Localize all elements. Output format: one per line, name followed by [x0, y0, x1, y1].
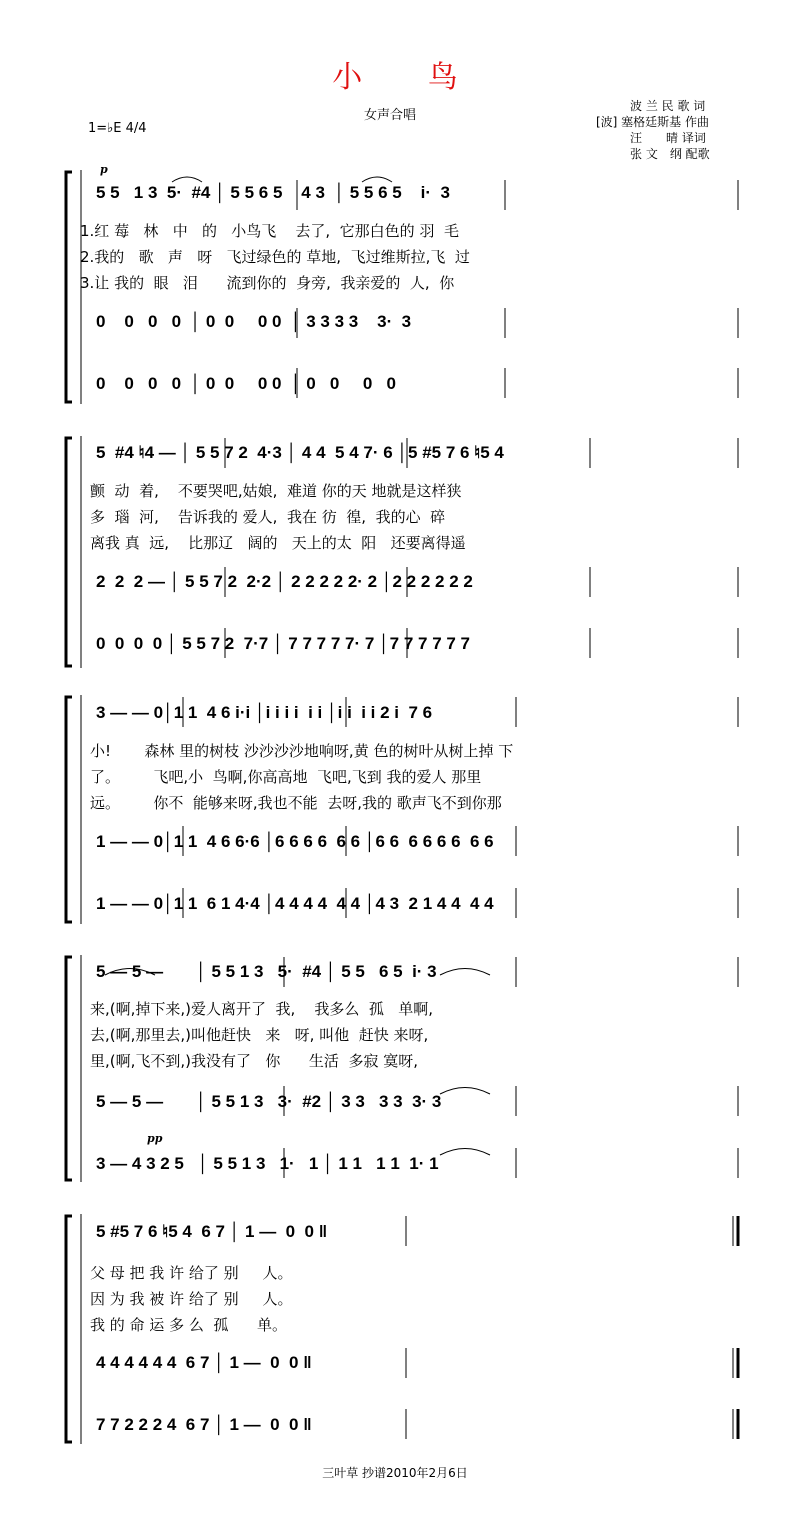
lyric-verse-3: 我 的 命 运 多 么 孤 单。	[90, 1316, 287, 1334]
key-signature: 1=♭E 4/4	[88, 121, 147, 136]
lyric-verse-2: 多 瑙 河, 告诉我的 爱人, 我在 彷 徨, 我的心 碎	[90, 508, 446, 526]
melody-line: 5 #5 7 6 ♮5 4 6 7 │ 1 — 0 0 ‖	[96, 1222, 328, 1241]
lyric-verse-1: 1.红 莓 林 中 的 小鸟飞 去了, 它那白色的 羽 毛	[80, 222, 459, 240]
lyric-verse-1: 小! 森林 里的树枝 沙沙沙沙地响呀,黄 色的树叶从树上掉 下	[90, 742, 514, 760]
lyric-verse-3: 3.让 我的 眼 泪 流到你的 身旁, 我亲爱的 人, 你	[80, 274, 455, 292]
credit-composer: [波] 塞格廷斯基 作曲	[596, 115, 709, 129]
lyric-verse-1: 父 母 把 我 许 给了 别 人。	[90, 1264, 293, 1282]
voice-3-line: 0 0 0 0 │ 5 5 7 2 7·7 │ 7 7 7 7 7· 7 │7 7 7 7 7 7	[96, 634, 470, 653]
voice-3-line: 7 7 2 2 2 4 6 7 │ 1 — 0 0 ‖	[96, 1415, 312, 1434]
lyric-verse-2: 2.我的 歌 声 呀 飞过绿色的 草地, 飞过维斯拉,飞 过	[80, 248, 470, 266]
credit-translator: 汪 晴 译词	[630, 131, 706, 145]
voice-3-line: 1 — — 0│1 1 6 1 4·4 │4 4 4 4 4 4 │4 3 2 1 4 4 4 4	[96, 894, 494, 913]
lyric-verse-3: 里,(啊,飞不到,)我没有了 你 生活 多寂 寞呀,	[90, 1052, 418, 1070]
lyric-verse-3: 离我 真 远, 比那辽 阔的 天上的太 阳 还要离得遥	[90, 534, 466, 552]
lyric-verse-2: 了。 飞吧,小 鸟啊,你高高地 飞吧,飞到 我的爱人 那里	[90, 768, 482, 786]
song-subtitle: 女声合唱	[364, 108, 417, 123]
lyric-verse-3: 远。 你不 能够来呀,我也不能 去呀,我的 歌声飞不到你那	[90, 794, 502, 812]
voice-3-line: 0 0 0 0 │ 0 0 0 0 │ 0 0 0 0	[96, 374, 397, 393]
lyric-verse-2: 去,(啊,那里去,)叫他赶快 来 呀, 叫他 赶快 来呀,	[90, 1026, 429, 1044]
voice-2-line: 1 — — 0│1 1 4 6 6·6 │6 6 6 6 6 6 │6 6 6 6 6 6 6 6	[96, 832, 494, 851]
voice-2-line: 5 — 5 — │ 5 5 1 3 3· #2 │ 3 3 3 3 3· 3	[96, 1092, 442, 1111]
voice-2-line: 2 2 2 — │ 5 5 7 2 2·2 │ 2 2 2 2 2· 2 │2 2 2 2 2 2	[96, 572, 473, 591]
melody-line: 5 — 5 — │ 5 5 1 3 5· #4 │ 5 5 6 5 i· 3	[96, 962, 437, 981]
lyric-verse-2: 因 为 我 被 许 给了 别 人。	[90, 1290, 293, 1308]
voice-2-line: 0 0 0 0 │ 0 0 0 0 │ 3 3 3 3 3· 3	[96, 312, 412, 331]
melody-line: 5 #4 ♮4 — │ 5 5 7 2 4·3 │ 4 4 5 4 7· 6 │5 #5 7 6 ♮5 4	[96, 443, 504, 462]
melody-line: 5 5 1 3 5· #4 │ 5 5 6 5 4 3 │ 5 5 6 5 i· 3	[96, 183, 450, 202]
transcription-footer: 三叶草 抄谱2010年2月6日	[322, 1466, 468, 1480]
voice-3-line: 3 — 4 3 2 5 │ 5 5 1 3 1· 1 │ 1 1 1 1 1· 1	[96, 1154, 439, 1173]
lyric-verse-1: 来,(啊,掉下来,)爱人离开了 我, 我多么 孤 单啊,	[90, 1000, 433, 1018]
dynamic-marking: p	[100, 163, 108, 176]
voice-2-line: 4 4 4 4 4 4 6 7 │ 1 — 0 0 ‖	[96, 1353, 312, 1372]
credit-arranger: 张 文 纲 配歌	[630, 147, 710, 161]
song-title: 小 鸟	[332, 60, 486, 95]
credit-lyrics-origin: 波 兰 民 歌 词	[630, 99, 706, 113]
melody-line: 3 — — 0│1 1 4 6 i·i │i i i i i i │i i i i 2 i 7 6	[96, 703, 433, 722]
dynamic-marking: pp	[147, 1132, 163, 1145]
lyric-verse-1: 颤 动 着, 不要哭吧,姑娘, 难道 你的天 地就是这样狭	[90, 482, 462, 500]
